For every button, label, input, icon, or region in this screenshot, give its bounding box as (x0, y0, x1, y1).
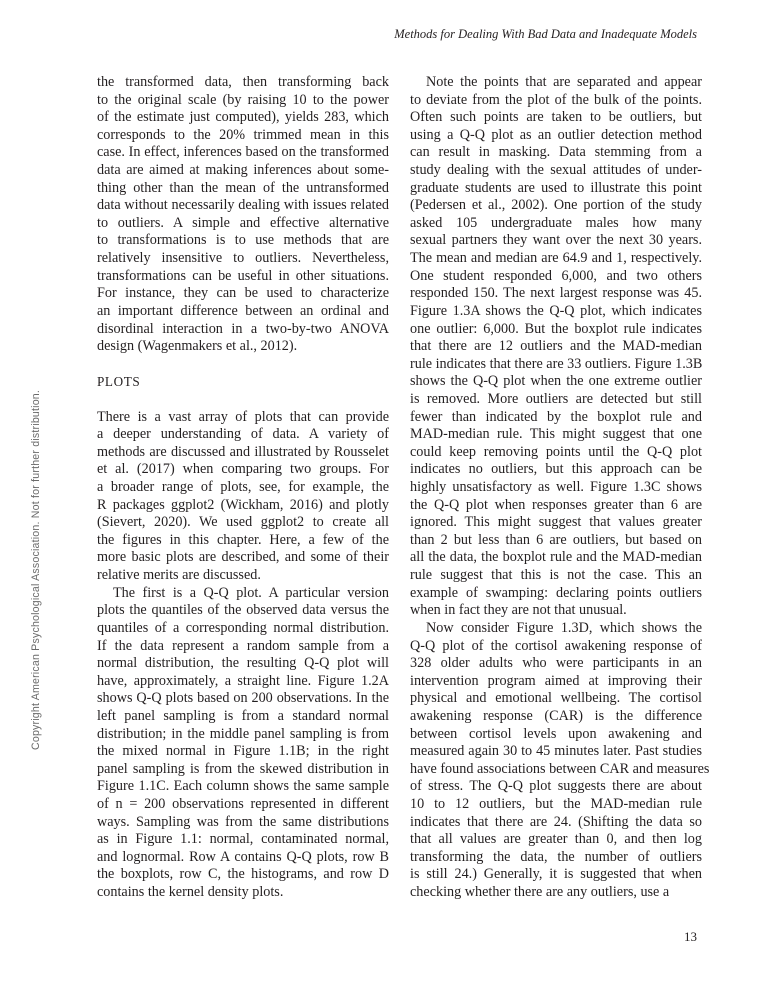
page-number: 13 (684, 929, 697, 944)
text-line: data are aimed at making inferences about some- (97, 162, 389, 179)
text-line: (Sievert, 2020). We used ggplot2 to create all (97, 514, 389, 531)
text-line: shows Q-Q plots based on 200 observations. In the (97, 690, 389, 707)
text-line: an important difference between an ordinal and (97, 302, 389, 319)
text-line: physical and emotional wellbeing. The cortisol (410, 690, 702, 707)
text-line: relatively insensitive to outliers. Nevertheless, (97, 250, 389, 267)
text-line: ways. Sampling was from the same distributions (97, 813, 389, 830)
text-line: One student responded 6,000, and two others (410, 267, 702, 284)
text-line: transformations can be useful in other situations. (97, 267, 389, 284)
text-line: The mean and median are 64.9 and 1, respectively. (410, 250, 702, 267)
text-line: corresponds to the 20% trimmed mean in this (97, 126, 389, 143)
text-line: Note the points that are separated and appear (426, 74, 702, 90)
text-line: transforming the data, the number of outliers (410, 848, 702, 865)
text-line: sexual partners they want over the next 30 years. (410, 232, 702, 249)
text-line: rule indicates that there are 33 outliers. Figure 1.3B (410, 355, 703, 372)
section-heading: PLOTS (97, 374, 141, 390)
text-line: awakening response (CAR) is the difference (410, 707, 702, 724)
text-line: methods are discussed and illustrated by Rousselet (97, 443, 389, 460)
text-line: the figures in this chapter. Here, a few of the (97, 531, 389, 548)
text-line: responded 150. The next largest response was 45. (410, 285, 702, 302)
text-line: panel sampling is from the skewed distribution in (97, 760, 389, 777)
text-line: more basic plots are described, and some of their (97, 549, 389, 566)
text-line: graduate students are used to illustrate this point (410, 179, 702, 196)
text-line: a broader range of plots, see, for example, the (97, 479, 389, 496)
text-line: and lognormal. Row A contains Q-Q plots, row B (97, 848, 389, 865)
text-line: between cortisol levels upon awakening and (410, 725, 702, 742)
text-line: Figure 1.1C. Each column shows the same sample (97, 778, 389, 795)
text-line: intervention program aimed at improving their (410, 672, 702, 689)
text-line: the boxplots, row C, the histograms, and row D (97, 866, 389, 883)
text-line: case. In effect, inferences based on the transformed (97, 144, 389, 161)
text-line: 10 to 12 outliers, but the MAD-median rule (410, 795, 702, 812)
text-line: checking whether there are any outliers, use a (410, 884, 670, 901)
text-line: ignored. This might suggest that values greater (410, 514, 702, 531)
text-line: disordinal interaction in a two-by-two ANOVA (97, 320, 389, 337)
text-line: For instance, they can be used to characterize (97, 285, 389, 302)
text-line: measured again 30 to 45 minutes later. Past studies (410, 743, 702, 760)
text-line: have found associations between CAR and measures (410, 760, 710, 777)
text-line: 328 older adults who were participants in an (410, 655, 702, 672)
text-line: rule suggest that this is not the case. This an (410, 567, 702, 584)
paragraph-gap (97, 391, 389, 409)
text-line: highly unsatisfactory as well. Figure 1.3C shows (410, 479, 702, 496)
text-line: MAD-median rule. This might suggest that one (410, 426, 702, 443)
text-line: data without necessarily dealing with issues related (97, 197, 389, 214)
text-line: is still 24.) Generally, it is suggested that when (410, 866, 702, 883)
text-line: et al. (2017) when comparing two groups. For (97, 461, 389, 478)
text-line: to outliers. A simple and effective alternative (97, 214, 389, 231)
text-line: There is a vast array of plots that can provide (97, 408, 389, 425)
text-line: thing other than the mean of the untransformed (97, 179, 389, 196)
right-column (410, 74, 710, 902)
text-line: shows the Q-Q plot when the one extreme outlier (410, 373, 702, 390)
text-line: to transformations is to use methods that are (97, 232, 389, 249)
text-line: The first is a Q-Q plot. A particular version (113, 584, 389, 601)
text-line: a deeper understanding of data. A variety of (97, 426, 389, 443)
text-line: when in fact they are not that unusual. (410, 602, 627, 619)
text-line: the mixed normal in Figure 1.1B; in the right (97, 743, 389, 760)
text-line: relative merits are discussed. (97, 567, 261, 584)
text-line: have, approximately, a straight line. Figure 1.2A (97, 672, 389, 689)
text-line: could keep removing points until the Q-Q plot (410, 443, 702, 460)
text-line: Often such points are taken to be outliers, but (410, 109, 702, 126)
text-line: all the data, the boxplot rule and the MAD-median (410, 549, 702, 566)
text-line: quantiles of a corresponding normal distribution. (97, 619, 389, 636)
text-line: the Q-Q plot when responses greater than 6 are (410, 496, 702, 513)
text-line: one outlier: 6,000. But the boxplot rule indicates (410, 320, 702, 337)
text-line: fewer than indicated by the boxplot rule and (410, 408, 702, 425)
paragraph-gap (97, 356, 389, 374)
copyright-notice: Copyright American Psychological Association. Not for further distribution. (30, 389, 42, 750)
text-line: to deviate from the plot of the bulk of the points. (410, 91, 702, 108)
text-line: is removed. More outliers are detected but still (410, 390, 702, 407)
text-line: as in Figure 1.1: normal, contaminated normal, (97, 831, 389, 848)
text-line: to the original scale (by raising 10 to the power (97, 91, 389, 108)
text-line: indicates no outliers, but this approach can be (410, 461, 702, 478)
text-line: contains the kernel density plots. (97, 884, 284, 901)
text-line: than 2 but less than 6 are outliers, but based on (410, 531, 702, 548)
text-line: the transformed data, then transforming back (97, 74, 389, 90)
running-head: Methods for Dealing With Bad Data and Inadequate Models (394, 27, 697, 41)
text-line: of stress. The Q-Q plot suggests there are about (410, 778, 702, 795)
text-line: R packages ggplot2 (Wickham, 2016) and plotly (97, 496, 389, 513)
text-line: normal distribution, the resulting Q-Q plot will (97, 655, 389, 672)
text-line: study dealing with the sexual attitudes of under- (410, 162, 702, 179)
text-line: design (Wagenmakers et al., 2012). (97, 338, 298, 355)
text-line: distribution; in the middle panel sampling is from (97, 725, 389, 742)
text-line: of the estimate just computed), yields 283, which (97, 109, 389, 126)
text-line: left panel sampling is from a standard normal (97, 707, 389, 724)
text-line: that all values are greater than 0, and then log (410, 831, 702, 848)
text-line: (Pedersen et al., 2002). One portion of the study (410, 197, 702, 214)
text-line: example of swamping: declaring points outliers (410, 584, 702, 601)
left-column (97, 74, 389, 902)
text-line: that there are 12 outliers and the MAD-median (410, 338, 702, 355)
text-line: Figure 1.3A shows the Q-Q plot, which indicates (410, 302, 702, 319)
text-line: indicates that there are 24. (Shifting the data so (410, 813, 702, 830)
text-line: Q-Q plot of the cortisol awakening response of (410, 637, 702, 654)
text-line: asked 105 undergraduate males how many (410, 214, 702, 231)
text-line: can result in masking. Data stemming from a (410, 144, 702, 161)
text-line: plots the quantiles of the observed data versus the (97, 602, 389, 619)
text-line: Now consider Figure 1.3D, which shows the (426, 619, 702, 636)
text-line: If the data represent a random sample from a (97, 637, 389, 654)
text-line: using a Q-Q plot as an outlier detection method (410, 126, 702, 143)
text-line: of n = 200 observations represented in different (97, 795, 389, 812)
